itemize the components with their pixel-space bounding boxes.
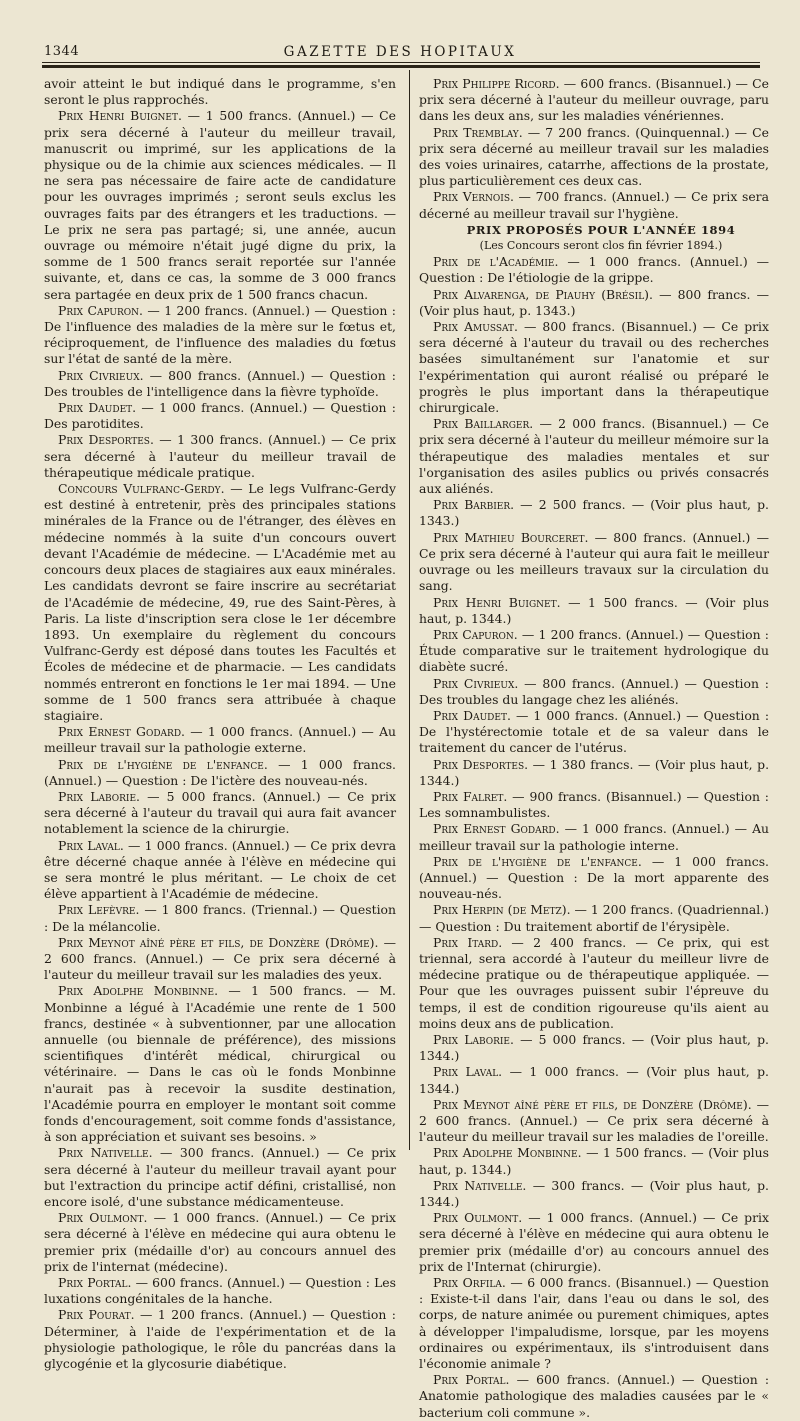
prize-paragraph <box>419 287 769 319</box>
prize-paragraph <box>44 757 396 789</box>
prize-name: Prix Desportes. <box>58 432 154 448</box>
prize-paragraph <box>44 983 396 1145</box>
prize-paragraph <box>419 789 769 821</box>
prize-text: — 800 francs. (Annuel.) — Question : Des troubles du langage chez les aliénés. <box>419 675 769 707</box>
prize-text: — 2 600 francs. (Annuel.) — Ce prix sera décerné à l'auteur du meilleur travail sur les maladies des yeux. <box>44 934 396 983</box>
journal-title: GAZETTE DES HOPITAUX <box>283 44 517 60</box>
prize-text: — 1 500 francs. — M. Monbinne a légué à l'Académie une rente de 1 500 francs, destinée « à subventionner, par une allocation annuelle (ou biennale de préférence), des missions scientifiques d'intérêt médical, chirurgical ou vétérinaire. — Dans le cas où le fonds Monbinne n'aurait pas à recevoir la susdite destination, l'Académie pourra en employer le montant soit comme fonds d'encouragement, soit comme fonds d'assistance, à son appréciation et suivant ses besoins. » <box>44 983 396 1145</box>
prize-text: — 1 000 francs. (Annuel.) — Ce prix sera décerné à l'élève en médecine qui aura obtenu le premier prix (médaille d'or) au concours annuel des prix de l'internat (médecine). <box>44 1210 396 1274</box>
prize-text: avoir atteint le but indiqué dans le programme, s'en seront le plus rapprochés. <box>44 76 396 108</box>
prize-name: Prix Tremblay. <box>433 124 523 140</box>
prize-name: Prix Nativelle. <box>58 1145 153 1161</box>
prize-name: Prix Civrieux. <box>58 367 144 383</box>
prize-text: — 2 000 francs. (Bisannuel.) — Ce prix sera décerné à l'auteur du meilleur mémoire sur la thérapeutique des maladies mentales et sur l'organisation des asiles publics ou privés consacrés aux aliénés. <box>419 416 769 497</box>
prize-paragraph <box>419 497 769 529</box>
prize-paragraph <box>44 1307 396 1372</box>
prize-paragraph <box>419 125 769 190</box>
prize-paragraph <box>44 1145 396 1210</box>
prize-name: Prix Mathieu Bourceret. <box>433 529 589 545</box>
right-column-bottom <box>419 254 769 1421</box>
prize-text: — 1 000 francs. (Annuel.) — Question : De l'étiologie de la grippe. <box>419 254 769 286</box>
prize-text: — 600 francs. (Bisannuel.) — Ce prix sera décerné à l'auteur du meilleur ouvrage, paru dans les deux ans, sur les maladies vénériennes. <box>419 76 769 124</box>
prize-paragraph <box>419 76 769 125</box>
prize-paragraph <box>44 400 396 432</box>
prize-name: Prix Laborie. <box>58 788 140 804</box>
prize-text: — 900 francs. (Bisannuel.) — Question : Les somnambulistes. <box>419 788 769 821</box>
prize-text: — 700 francs. (Annuel.) — Ce prix sera décerné au meilleur travail sur l'hygiène. <box>419 189 769 221</box>
prize-text: — 800 francs. (Annuel.) — Ce prix sera décerné à l'auteur qui aura fait le meilleur ouvrage ou les meilleurs travaux sur la circulation du sang. <box>419 529 769 594</box>
prize-text: — 1 500 francs. — (Voir plus haut, p. 1344.) <box>419 594 769 626</box>
prize-name: Prix Barbier. <box>433 497 515 513</box>
prize-paragraph <box>44 481 396 724</box>
prize-paragraph <box>44 1210 396 1275</box>
prize-name: Prix Oulmont. <box>58 1210 148 1226</box>
prize-name: Prix de l'hygiène de l'enfance. <box>433 853 642 869</box>
prize-text: — 1 800 francs. (Triennal.) — Question : De la mélancolie. <box>44 902 396 934</box>
prize-paragraph <box>419 319 769 416</box>
prize-name: Prix Herpin (de Metz). <box>433 902 571 918</box>
prize-text: — 800 francs. (Annuel.) — Question : Des troubles de l'intelligence dans la fièvre typhoïde. <box>44 367 396 399</box>
prize-name: Prix Capuron. <box>58 302 143 318</box>
prize-paragraph <box>419 1210 769 1275</box>
prize-text: — 1 200 francs. (Annuel.) — Question : De l'influence des maladies de la mère sur le fœtus et, réciproquement, de l'influence des maladies du fœtus sur l'état de santé de la mère. <box>44 302 396 367</box>
prize-paragraph <box>419 627 769 676</box>
prize-text: — 2 600 francs. (Annuel.) — Ce prix sera décerné à l'auteur du meilleur travail sur les maladies de l'oreille. <box>419 1096 769 1145</box>
prize-text: — 1 200 francs. (Annuel.) — Question : Étude comparative sur le traitement hydrologique du diabète sucré. <box>419 626 769 675</box>
prize-text: — 2 500 francs. — (Voir plus haut, p. 1343.) <box>419 497 769 529</box>
prize-name: Prix Orfila. <box>433 1275 506 1291</box>
prize-name: Prix Amussat. <box>433 319 518 335</box>
prize-paragraph <box>419 821 769 853</box>
prize-paragraph <box>44 724 396 756</box>
prize-text: — 1 000 francs. — (Voir plus haut, p. 1344.) <box>419 1064 769 1096</box>
prize-name: Prix Baillarger. <box>433 416 534 432</box>
prize-text: — 1 200 francs. (Quadriennal.) — Question : Du traitement abortif de l'érysipèle. <box>419 902 770 934</box>
prize-name: Prix Adolphe Monbinne. <box>433 1145 582 1161</box>
prize-name: Prix Civrieux. <box>433 675 519 691</box>
prize-text: — 1 000 francs. (Annuel.) — Question : De l'hystérectomie totale et de sa valeur dans le traitement du cancer de l'utérus. <box>419 707 769 756</box>
section-heading: PRIX PROPOSÉS POUR L'ANNÉE 1894 <box>466 222 736 237</box>
prize-text: — 1 000 francs. (Annuel.) — Question : De la mort apparente des nouveau-nés. <box>419 853 769 902</box>
prize-paragraph <box>44 902 396 934</box>
prize-paragraph <box>419 708 769 757</box>
prize-name: Prix Meynot aîné père et fils, de Donzère (Drôme). <box>58 934 379 950</box>
prize-name: Prix Daudet. <box>433 707 511 723</box>
prize-paragraph <box>44 432 396 481</box>
prize-name: Prix de l'Académie. <box>433 254 559 270</box>
prize-text: — 600 francs. (Annuel.) — Question : Les luxations congénitales de la hanche. <box>44 1275 396 1307</box>
prize-paragraph <box>44 935 396 984</box>
prize-name: Prix Henri Buignet. <box>433 594 561 610</box>
prize-paragraph <box>419 1064 769 1096</box>
page-number: 1344 <box>44 44 80 59</box>
prize-text: — 1 000 francs. (Annuel.) — Au meilleur travail sur la pathologie externe. <box>44 724 397 756</box>
prize-text: — 1 500 francs. — (Voir plus haut, p. 1344.) <box>419 1145 769 1177</box>
prize-paragraph <box>419 1097 769 1146</box>
prize-paragraph <box>419 935 769 1032</box>
prize-paragraph <box>44 789 396 838</box>
prize-paragraph <box>419 854 769 903</box>
prize-name: Prix Henri Buignet. <box>58 108 182 124</box>
section-subheading: (Les Concours seront clos fin février 1894.) <box>479 239 723 253</box>
prize-text: — 800 francs. (Bisannuel.) — Ce prix sera décerné à l'auteur du travail ou des recherches basées simultanément sur l'anatomie et sur l'expérimentation qui auront réalisé ou préparé le progrès le plus important dans la thérapeutique chirurgicale. <box>419 319 770 416</box>
right-column <box>419 76 770 1420</box>
prize-paragraph <box>44 1275 396 1307</box>
prize-paragraph <box>419 1032 769 1064</box>
prize-paragraph <box>44 368 396 400</box>
prize-name: Prix Desportes. <box>433 756 529 772</box>
prize-paragraph <box>419 1178 769 1210</box>
prize-text: — 1 000 francs. (Annuel.) — Ce prix devra être décerné chaque année à l'élève en médecine qui se sera montré le plus méritant. — Le choix de cet élève appartient à l'Académie de médecine. <box>44 837 396 902</box>
prize-paragraph <box>419 189 769 221</box>
prize-text: — 1 000 francs. (Annuel.) — Ce prix sera décerné à l'élève en médecine qui aura obtenu le premier prix (médaille d'or) au concours annuel des prix de l'Internat (chirurgie). <box>419 1210 769 1274</box>
prize-paragraph <box>419 416 769 497</box>
prize-paragraph <box>419 1145 769 1177</box>
prize-text: — 1 500 francs. (Annuel.) — Ce prix sera décerné à l'auteur du meilleur travail, manuscrit ou imprimé, sur les applications de la physique ou de la chimie aux sciences médicales. — Il ne sera pas nécessaire de faire acte de candidature pour les ouvrages imprimés ; seront seuls exclus les ouvrages faits par des étrangers et les traductions. — Le prix ne sera pas partagé; si, une année, aucun ouvrage ou mémoire n'était jugé digne du prix, la somme de 1 500 francs serait reportée sur l'année suivante, et, dans ce cas, la somme de 3 000 francs sera partagée en deux prix de 1 500 francs chacun. <box>44 108 396 302</box>
prize-paragraph <box>44 838 396 903</box>
prize-name: Prix Itard. <box>433 934 503 950</box>
prize-paragraph <box>419 1275 769 1372</box>
prize-name: Prix Vernois. <box>433 189 514 205</box>
prize-paragraph <box>44 76 396 108</box>
prize-text: — 7 200 francs. (Quinquennal.) — Ce prix sera décerné au meilleur travail sur les maladies des voies urinaires, catarrhe, affections de la prostate, plus particulièrement ces deux cas. <box>419 124 769 189</box>
prize-name: Prix Falret. <box>433 788 508 804</box>
prize-name: Prix Laborie. <box>433 1031 514 1047</box>
prize-text: — 1 380 francs. — (Voir plus haut, p. 1344.) <box>419 756 770 788</box>
prize-name: Concours Vulfranc-Gerdy. <box>58 481 225 497</box>
prize-paragraph <box>419 254 769 286</box>
prize-text: — 300 francs. (Annuel.) — Ce prix sera décerné à l'auteur du meilleur travail ayant pour but l'extraction du principe actif défini, cristallisé, non encore isolé, d'une substance médicamenteuse. <box>44 1145 397 1210</box>
prize-name: Prix Pourat. <box>58 1307 135 1323</box>
prize-paragraph <box>419 757 769 789</box>
prize-name: Prix Nativelle. <box>433 1177 527 1193</box>
prize-text: — 5 000 francs. — (Voir plus haut, p. 1344.) <box>419 1031 770 1064</box>
header-rule-thin <box>42 62 760 63</box>
prize-text: — 600 francs. (Annuel.) — Question : Anatomie pathologique des maladies causées par le « bacterium coli commune ». <box>419 1372 769 1420</box>
prize-name: Prix Lefèvre. <box>58 902 140 918</box>
prize-paragraph <box>419 1372 769 1421</box>
prize-name: Prix Daudet. <box>58 400 137 416</box>
prize-name: Prix Laval. <box>58 837 124 853</box>
prize-name: Prix Meynot aîné père et fils, de Donzère (Drôme). <box>433 1096 752 1112</box>
prize-text: — 5 000 francs. (Annuel.) — Ce prix sera décerné à l'auteur du travail qui aura fait avancer notablement la science de la chirurgie. <box>44 788 396 837</box>
prize-text: — 1 000 francs. (Annuel.) — Question : De l'ictère des nouveau-nés. <box>44 756 396 788</box>
page-header <box>0 0 800 60</box>
left-column <box>44 76 397 1372</box>
prize-text: — 300 francs. — (Voir plus haut, p. 1344.) <box>419 1177 769 1210</box>
prize-name: Prix Ernest Godard. <box>433 821 560 837</box>
prize-text: — 1 200 francs. (Annuel.) — Question : Déterminer, à l'aide de l'expérimentation et de la physiologie pathologique, le rôle du pancréas dans la glycogénie et la glycosurie diabétique. <box>44 1307 396 1372</box>
prize-paragraph <box>419 676 769 708</box>
prize-name: Prix Laval. <box>433 1064 503 1080</box>
prize-name: Prix Capuron. <box>433 626 518 642</box>
prize-paragraph <box>44 303 396 368</box>
prize-text: — 800 francs. — (Voir plus haut, p. 1343.) <box>419 286 769 318</box>
header-rule-thick <box>42 65 760 68</box>
prize-name: Prix Portal. <box>58 1275 132 1291</box>
prize-text: — 2 400 francs. — Ce prix, qui est triennal, sera accordé à l'auteur du meilleur livre de médecine pratique ou de thérapeutique appliquée. — Pour que les ouvrages puissent subir l'épreuve du temps, il est de condition rigoureuse qu'ils aient au moins deux ans de publication. <box>419 934 769 1031</box>
column-divider <box>409 70 410 1150</box>
prize-paragraph <box>44 108 396 302</box>
prize-name: Prix de l'hygiène de l'enfance. <box>58 756 268 772</box>
prize-name: Prix Adolphe Monbinne. <box>58 983 219 999</box>
right-column-top <box>419 76 769 222</box>
prize-text: — 1 300 francs. (Annuel.) — Ce prix sera décerné à l'auteur du meilleur travail de thérapeutique médicale pratique. <box>44 432 396 480</box>
prize-name: Prix Oulmont. <box>433 1210 523 1226</box>
prize-name: Prix Ernest Godard. <box>58 724 185 740</box>
prize-paragraph <box>419 902 769 934</box>
prize-text: — 1 000 francs. (Annuel.) — Question : Des parotidites. <box>44 400 396 432</box>
prize-name: Prix Alvarenga, de Piauhy (Brésil). <box>433 286 653 302</box>
prize-name: Prix Philippe Ricord. <box>433 76 560 91</box>
prize-text: — 6 000 francs. (Bisannuel.) — Question : Existe-t-il dans l'air, dans l'eau ou dans le sol, des corps, de nature animée ou purement chimiques, aptes à développer l'impaludisme, lorsque, par les moyens ordinaires ou expérimentaux, ils s'introduisent dans l'économie animale ? <box>419 1275 769 1372</box>
prize-paragraph <box>419 530 769 595</box>
prize-paragraph <box>419 595 769 627</box>
prize-text: — 1 000 francs. (Annuel.) — Au meilleur travail sur la pathologie interne. <box>419 821 770 853</box>
prize-name: Prix Portal. <box>433 1372 510 1388</box>
prize-text: — Le legs Vulfranc-Gerdy est destiné à entretenir, près des principales stations minérales de la France ou de l'étranger, des élèves en médecine nommés à la suite d'un concours ouvert devant l'Académie de médecine. — L'Académie met au concours deux places de stagiaires aux eaux minérales. Les candidats devront se faire inscrire au secrétariat de l'Académie de médecine, 49, rue des Saint-Pères, à Paris. La liste d'inscription sera close le 1er décembre 1893. Un exemplaire du règlement du concours Vulfranc-Gerdy est déposé dans toutes les Facultés et Écoles de médecine et de pharmacie. — Les candidats nommés entreront en fonctions le 1er mai 1894. — Une somme de 1 500 francs sera attribuée à chaque stagiaire. <box>44 481 396 723</box>
